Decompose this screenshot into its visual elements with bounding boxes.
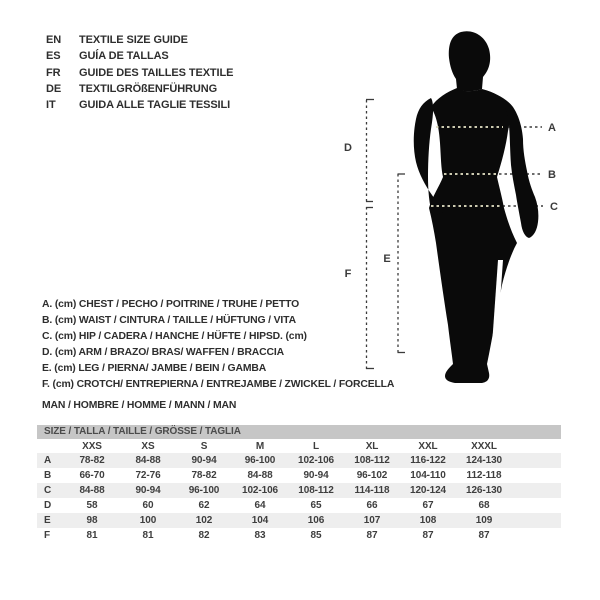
- size-cell: 100: [139, 515, 157, 526]
- lang-code: EN: [46, 34, 62, 46]
- col-header-xxxl: XXXL: [471, 440, 497, 452]
- size-cell: 65: [310, 500, 322, 511]
- legend-item-c: C. (cm) HIP / CADERA / HANCHE / HÜFTE / HIPSD. (cm): [42, 331, 307, 342]
- size-cell: 104-110: [410, 470, 446, 481]
- size-cell: 104: [251, 515, 269, 526]
- filler-cell: [512, 528, 561, 543]
- table-row-a: [37, 453, 561, 468]
- size-cell: 98: [86, 515, 98, 526]
- legend-item-e: E. (cm) LEG / PIERNA/ JAMBE / BEIN / GAMBA: [42, 363, 267, 374]
- filler-cell: [512, 498, 561, 513]
- lang-label: GUIDE DES TAILLES TEXTILE: [79, 66, 234, 79]
- legend-item-a: A. (cm) CHEST / PECHO / POITRINE / TRUHE / PETTO: [42, 299, 300, 310]
- size-cell: 124-130: [466, 455, 502, 466]
- lang-label: TEXTILGRÖßENFÜHRUNG: [79, 82, 218, 95]
- size-cell: 112-118: [466, 470, 502, 481]
- col-header-m: M: [255, 440, 265, 452]
- size-cell: 84-88: [79, 485, 105, 496]
- size-cell: 58: [86, 500, 98, 511]
- lang-code: IT: [46, 99, 56, 112]
- size-cell: 78-82: [79, 455, 105, 466]
- man-silhouette: [414, 31, 539, 383]
- measurement-legend: [42, 297, 395, 414]
- size-cell: 72-76: [135, 470, 161, 481]
- table-row-e: [37, 513, 561, 528]
- row-label: D: [44, 500, 52, 511]
- size-cell: 84-88: [247, 470, 273, 481]
- label-f: F: [344, 268, 352, 280]
- silhouette-torso-legs: [429, 88, 517, 383]
- size-cell: 68: [478, 500, 490, 511]
- size-cell: 66: [366, 500, 378, 511]
- filler-cell: [512, 483, 561, 498]
- size-cell: 96-102: [356, 470, 388, 481]
- row-label: C: [44, 485, 52, 496]
- label-d: D: [344, 142, 352, 154]
- silhouette-head: [449, 31, 490, 91]
- size-cell: 109: [475, 515, 493, 526]
- size-columns-row: [37, 439, 561, 453]
- size-cell: 96-100: [188, 485, 220, 496]
- size-cell: 82: [198, 530, 210, 541]
- col-header-xs: XS: [141, 440, 155, 452]
- table-row-d: [37, 498, 561, 513]
- size-cell: 66-70: [79, 470, 105, 481]
- lang-label: GUIDA ALLE TAGLIE TESSILI: [79, 99, 231, 112]
- size-cell: 108-112: [298, 485, 334, 496]
- size-cell: 90-94: [191, 455, 217, 466]
- label-b: B: [548, 169, 556, 181]
- legend-item-f: F. (cm) CROTCH/ ENTREPIERNA / ENTREJAMBE / ZWICKEL / FORCELLA: [42, 379, 395, 390]
- size-cell: 60: [142, 500, 154, 511]
- legend-item-b: B. (cm) WAIST / CINTURA / TAILLE / HÜFTUNG / VITA: [42, 315, 296, 326]
- size-cell: 87: [422, 530, 434, 541]
- size-cell: 102-106: [298, 455, 334, 466]
- col-header-xxs: XXS: [82, 440, 102, 452]
- size-cell: 107: [363, 515, 381, 526]
- table-row-f: [37, 528, 561, 543]
- lang-code: ES: [46, 50, 61, 63]
- size-cell: 67: [422, 500, 434, 511]
- lang-code: DE: [46, 82, 62, 95]
- size-cell: 106: [307, 515, 325, 526]
- size-cell: 102: [195, 515, 213, 526]
- size-cell: 116-122: [410, 455, 446, 466]
- size-cell: 81: [86, 530, 98, 541]
- label-c: C: [550, 201, 558, 213]
- row-label: F: [44, 530, 51, 541]
- size-cell: 126-130: [466, 485, 502, 496]
- table-row-b: [37, 468, 561, 483]
- lang-label: TEXTILE SIZE GUIDE: [79, 34, 188, 46]
- label-a: A: [548, 122, 556, 134]
- size-cell: 102-106: [242, 485, 278, 496]
- label-e: E: [383, 253, 391, 265]
- lang-code: FR: [46, 66, 61, 79]
- filler-cell: [512, 453, 561, 468]
- size-cell: 81: [142, 530, 154, 541]
- legend-item-d: D. (cm) ARM / BRAZO/ BRAS/ WAFFEN / BRACCIA: [42, 347, 284, 358]
- size-cell: 120-124: [410, 485, 446, 496]
- size-cell: 78-82: [191, 470, 217, 481]
- col-header-xl: XL: [365, 440, 379, 452]
- size-table-title: SIZE / TALLA / TAILLE / GRÖSSE / TAGLIA: [37, 425, 561, 439]
- table-row-c: [37, 483, 561, 498]
- size-cell: 96-100: [244, 455, 276, 466]
- row-label: B: [44, 470, 52, 481]
- size-cell: 90-94: [303, 470, 329, 481]
- col-header-l: L: [312, 440, 319, 452]
- size-table-section: [37, 425, 561, 543]
- col-header-xxl: XXL: [418, 440, 438, 452]
- filler-cell: [512, 513, 561, 528]
- size-cell: 85: [310, 530, 322, 541]
- row-label: A: [44, 455, 52, 466]
- legend-gender-line: MAN / HOMBRE / HOMME / MANN / MAN: [42, 400, 237, 411]
- size-cell: 114-118: [354, 485, 390, 496]
- col-header-s: S: [200, 440, 208, 452]
- size-cell: 62: [198, 500, 210, 511]
- size-cell: 108: [419, 515, 437, 526]
- size-cell: 108-112: [354, 455, 390, 466]
- size-cell: 83: [254, 530, 266, 541]
- corner-cell: [37, 439, 64, 453]
- lang-label: GUÍA DE TALLAS: [79, 50, 169, 63]
- filler-cell: [512, 468, 561, 483]
- size-cell: 87: [478, 530, 490, 541]
- filler-cell: [512, 439, 561, 453]
- size-cell: 87: [366, 530, 378, 541]
- size-table: [37, 439, 561, 543]
- row-label: E: [44, 515, 51, 526]
- size-cell: 84-88: [135, 455, 161, 466]
- size-cell: 64: [254, 500, 266, 511]
- size-cell: 90-94: [135, 485, 161, 496]
